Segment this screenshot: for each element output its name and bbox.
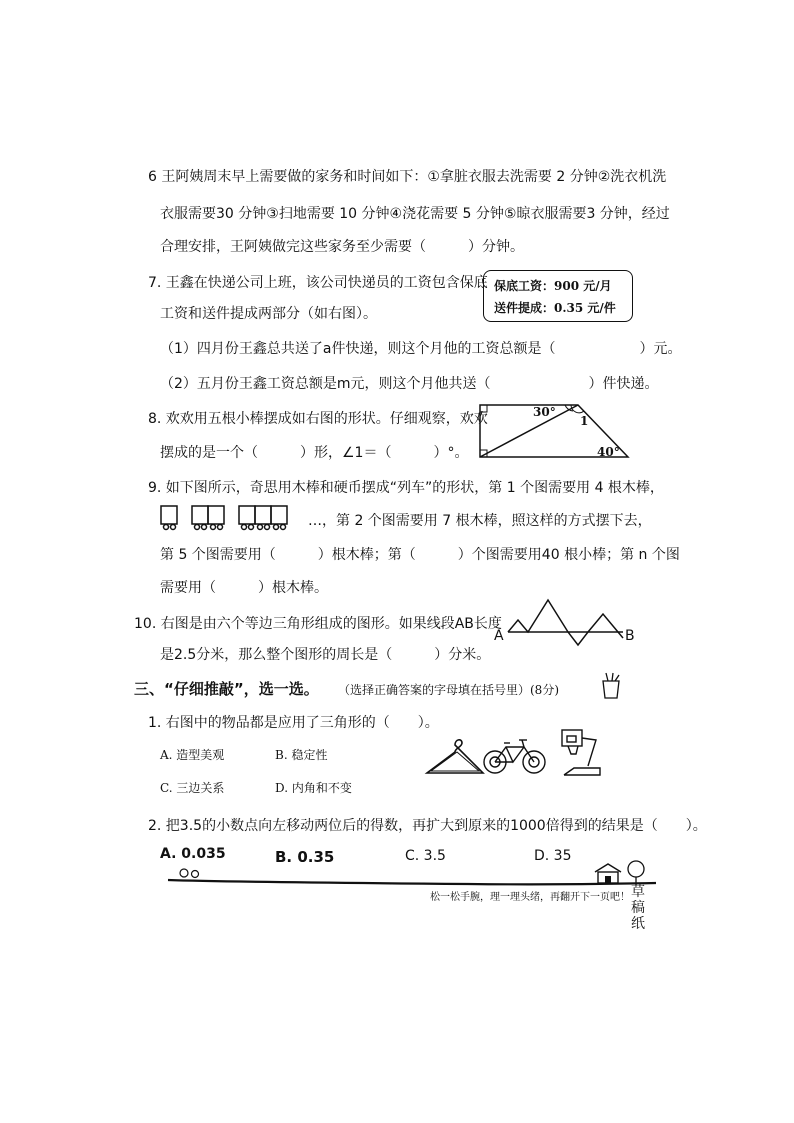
q7-sub-1: （1）四月份王鑫总共送了a件快递，则这个月他的工资总额是（ ）元。: [160, 341, 682, 357]
mc1-option-b: B. 稳定性: [275, 748, 328, 762]
q10-line-2: 是2.5分米，那么整个图形的周长是（ ）分米。: [160, 647, 491, 663]
mc1-option-c: C. 三边关系: [160, 781, 225, 795]
q6-line-3: 合理安排，王阿姨做完这些家务至少需要（ ）分钟。: [160, 239, 524, 255]
q9-line-3: 第 5 个图需要用（ ）根木棒；第（ ）个图需要用40 根小棒；第 n 个图: [160, 547, 680, 563]
angle-1-label: 1: [580, 414, 589, 428]
mc2-question: 2. 把3.5的小数点向左移动两位后的得数，再扩大到原来的1000倍得到的结果是（ ）。: [148, 818, 707, 834]
mc2-option-b: B. 0.35: [275, 848, 335, 866]
mc2-option-a: A. 0.035: [160, 846, 226, 862]
q9-line-2: …，第 2 个图需要用 7 根木棒，照这样的方式摆下去，: [308, 513, 652, 529]
mc2-option-c: C. 3.5: [405, 848, 446, 864]
q6-line-1: 6 王阿姨周末早上需要做的家务和时间如下：①拿脏衣服去洗需要 2 分钟②洗衣机洗: [148, 169, 667, 185]
point-a-label: A: [494, 628, 504, 644]
mc1-option-d: D. 内角和不变: [275, 781, 352, 795]
mc1-question: 1. 右图中的物品都是应用了三角形的（ ）。: [148, 715, 439, 731]
basketball-hoop-icon: [560, 728, 604, 778]
q8-line-1: 8. 欢欢用五根小棒摆成如右图的形状。仔细观察，欢欢: [148, 411, 488, 427]
mc2-option-d: D. 35: [534, 848, 572, 864]
angle-30-label: 30°: [533, 405, 556, 419]
draft-paper-label: [628, 884, 648, 932]
draft-char-1: 草: [631, 884, 645, 900]
tree-icon: [626, 860, 646, 886]
section-3-heading: 三、“仔细推敲”，选一选。: [134, 680, 319, 698]
salary-info-box: [483, 270, 633, 322]
q7-line-1: 7. 王鑫在快递公司上班，该公司快递员的工资包含保底: [148, 275, 488, 291]
draft-char-3: 纸: [631, 916, 645, 932]
decorative-ground-line: [168, 858, 658, 888]
q7-line-2: 工资和送件提成两部分（如右图）。: [160, 306, 377, 322]
bicycle-icon: [482, 735, 548, 777]
q9-line-4: 需要用（ ）根木棒。: [160, 580, 328, 596]
q9-line-1: 9. 如下图所示，奇思用木棒和硬币摆成“列车”的形状，第 1 个图需要用 4 根木棒，: [148, 480, 664, 496]
q8-line-2: 摆成的是一个（ ）形，∠1＝（ ）°。: [160, 445, 469, 461]
footer-note: 松一松手腕，理一理头绪，再翻开下一页吧！: [430, 892, 630, 903]
q7-sub-2: （2）五月份王鑫工资总额是m元，则这个月他共送（ ）件快递。: [160, 376, 659, 392]
pencil-cup-icon: [600, 673, 622, 699]
train-figures: [160, 503, 310, 533]
base-salary-text: 保底工资：900 元/月: [494, 279, 612, 293]
commission-text: 送件提成：0.35 元/件: [494, 301, 616, 315]
section-3-note: （选择正确答案的字母填在括号里）(8分): [338, 683, 559, 697]
house-icon: [593, 862, 623, 884]
triangles-figure: [508, 598, 628, 648]
hanger-icon: [424, 735, 486, 779]
draft-char-2: 稿: [631, 900, 645, 916]
mc1-option-a: A. 造型美观: [160, 748, 225, 762]
q10-line-1: 10. 右图是由六个等边三角形组成的图形。如果线段AB长度: [134, 616, 502, 632]
point-b-label: B: [625, 628, 635, 644]
q6-line-2: 衣服需要30 分钟③扫地需要 10 分钟④浇花需要 5 分钟⑤晾衣服需要3 分钟，经过: [160, 206, 670, 222]
angle-40-label: 40°: [597, 445, 620, 459]
